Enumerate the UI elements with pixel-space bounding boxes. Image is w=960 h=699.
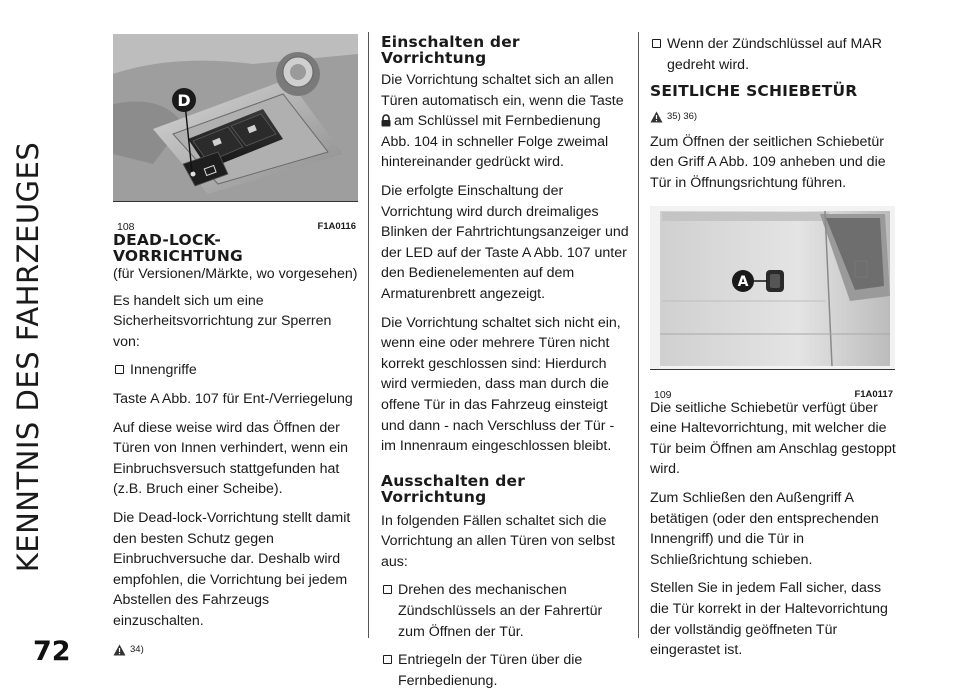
- bullet-item: Drehen des mechanischen Zündschlüssels an der Fahrertür zum Öffnen der Tür.: [381, 580, 629, 642]
- checkbox-bullet-icon: [115, 365, 124, 374]
- figure-code: F1A0116: [317, 221, 356, 232]
- paragraph: Die seitliche Schiebetür verfügt über eine Haltevorrichtung, mit welcher die Tür beim Öffnen am Anschlag gestoppt wird.: [650, 399, 896, 478]
- paragraph: Die erfolgte Einschaltung der Vorrichtung wird durch dreimaliges Blinken der Fahrtrichtungsanzeiger und der LED auf der Taste A Abb. 107 unter den Bedienelementen auf dem Armaturenbrett angezeigt.: [381, 182, 629, 302]
- figure-number: 108: [117, 221, 135, 233]
- section-heading: Ausschalten der Vorrichtung: [381, 471, 526, 506]
- warning-reference: 34): [113, 640, 358, 661]
- checkbox-bullet-icon: [383, 585, 392, 594]
- marker-d: D: [177, 91, 191, 110]
- checkbox-bullet-icon: [383, 655, 392, 664]
- column-1: [113, 34, 358, 664]
- paragraph: Auf diese weise wird das Öffnen der Türen von Innen verhindert, wenn ein Einbruchsversuch stattgefunden hat (z.B. Bruch einer Scheibe).: [113, 419, 349, 498]
- paragraph: Es handelt sich um eine Sicherheitsvorrichtung zur Sperren von:: [113, 292, 332, 350]
- bullet-item: Entriegeln der Türen über die Fernbedienung.: [381, 650, 629, 691]
- door-switch-panel-image: [113, 34, 358, 201]
- warning-triangle-icon: [113, 644, 126, 656]
- paragraph: Die Dead-lock-Vorrichtung stellt damit den besten Schutz gegen Einbruchversuche dar. Deshalb wird empfohlen, die Vorrichtung bei jedem Abstellen des Fahrzeugs einzuschalten.: [113, 509, 351, 629]
- figure-number: 109: [654, 388, 672, 401]
- paragraph: Stellen Sie in jedem Fall sicher, dass die Tür korrekt in der Haltevorrichtung der vollständig geöffneten Tür eingerastet ist.: [650, 580, 888, 659]
- sliding-door-van-image: [650, 206, 895, 369]
- warning-triangle-icon: [650, 111, 663, 123]
- section-heading: SEITLICHE SCHIEBETÜR: [650, 82, 858, 101]
- column-divider: [638, 32, 639, 638]
- warning-reference: 35) 36): [650, 107, 898, 128]
- paragraph: Die Vorrichtung schaltet sich an allen Türen automatisch ein, wenn die Taste am Schlüssel mit Fernbedienung Abb. 104 in schneller Folge zweimal hintereinander gedrückt wird.: [381, 72, 624, 171]
- paragraph: Zum Öffnen der seitlichen Schiebetür den Griff A Abb. 109 anheben und die Tür in Öffnungsrichtung führen.: [650, 133, 886, 191]
- section-heading: DEAD-LOCK- VORRICHTUNG: [113, 231, 243, 265]
- page-number: 72: [33, 636, 71, 667]
- column-2: [381, 34, 629, 699]
- paragraph: Die Vorrichtung schaltet sich nicht ein, wenn eine oder mehrere Türen nicht korrekt geschlossen sind: Hierdurch wird vermieden, dass man durch die offene Tür in das Fahrzeug einsteigt und dann - nach Verschluss der Tür - im Innenraum eingeschlossen bleibt.: [381, 314, 621, 455]
- padlock-icon: [381, 114, 391, 127]
- paragraph: Zum Schließen den Außengriff A betätigen (oder den entsprechenden Innengriff) und die Tür in Schließrichtung schieben.: [650, 489, 879, 568]
- column-3: [650, 34, 898, 669]
- figure-109: [650, 206, 895, 401]
- marker-a: A: [737, 273, 749, 290]
- figure-108: [113, 34, 358, 233]
- column-divider: [368, 32, 369, 638]
- checkbox-bullet-icon: [652, 39, 661, 48]
- paragraph: In folgenden Fällen schaltet sich die Vorrichtung an allen Türen von selbst aus:: [381, 512, 615, 570]
- paragraph: Taste A Abb. 107 für Ent-/Verriegelung: [113, 390, 353, 407]
- section-heading: Einschalten der Vorrichtung: [381, 33, 520, 67]
- figure-code: F1A0117: [854, 388, 893, 400]
- bullet-item: Innengriffe: [113, 360, 358, 381]
- subtitle: (für Versionen/Märkte, wo vorgesehen): [113, 266, 358, 282]
- section-title-vertical: KENNTNIS DES FAHRZEUGES: [11, 141, 45, 573]
- bullet-item: Wenn der Zündschlüssel auf MAR gedreht wird.: [650, 34, 898, 75]
